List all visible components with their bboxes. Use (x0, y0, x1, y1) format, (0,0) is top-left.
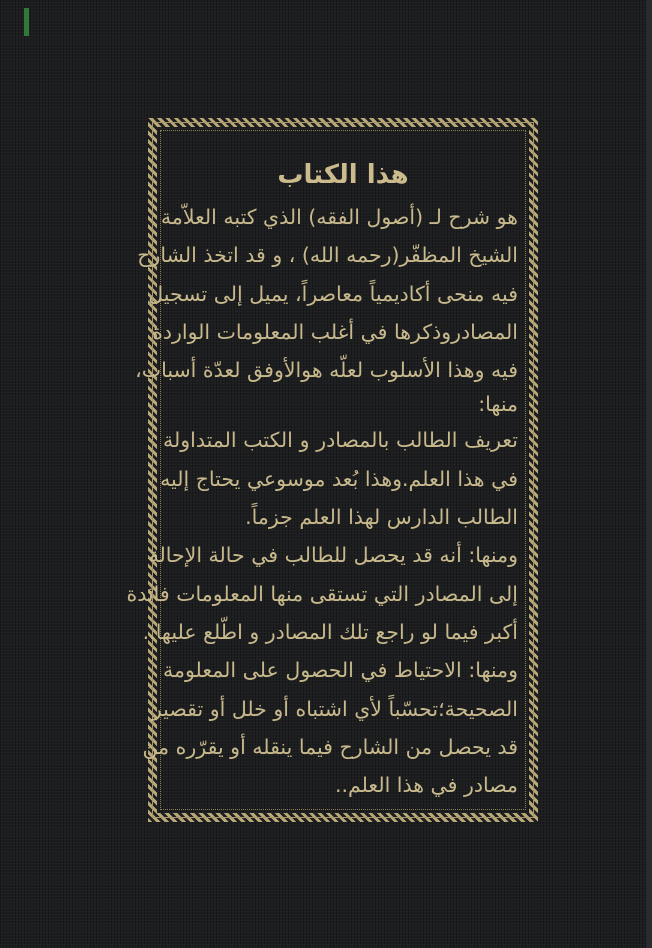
green-spine-mark (24, 8, 29, 36)
text-line: في هذا العلم.وهذا بُعد موسوعي يحتاج إليه (160, 466, 518, 491)
text-line: المصادروذكرها في أغلب المعلومات الواردة (152, 319, 518, 344)
text-line: ومنها: الاحتياط في الحصول على المعلومة (163, 658, 518, 683)
text-line: هو شرح لـ (أصول الفقه) الذي كتبه العلاّمة (160, 205, 518, 229)
text-line: الصحيحة؛تحسّباً لأي اشتباه أو خلل أو تقصير (151, 696, 518, 721)
text-line: إلى المصادر التي تستقى منها المعلومات فائدة (126, 581, 518, 606)
cover-title: هذا الكتاب (277, 160, 409, 190)
text-line: تعريف الطالب بالمصادر و الكتب المتداولة (163, 428, 518, 453)
text-line: منها: (478, 392, 518, 417)
text-line: فيه وهذا الأسلوب لعلّه هوالأوفق لعدّة أسباب، (135, 358, 518, 383)
text-line: قد يحصل من الشارح فيما ينقله أو يقرّره من (142, 734, 518, 759)
text-line: فيه منحى أكاديمياً معاصراً، يميل إلى تسجيل (148, 281, 518, 306)
text-line: الطالب الدارس لهذا العلم جزماً. (245, 505, 518, 530)
text-line: الشيخ المظفّر(رحمه الله) ، و قد اتخذ الشارح (137, 243, 518, 268)
text-line: أكبر فيما لو راجع تلك المصادر و اطّلع عليها.. (142, 619, 518, 644)
cover-body-text (126, 198, 518, 804)
text-line: مصادر في هذا العلم.. (334, 773, 518, 798)
cover-edge (646, 0, 652, 948)
text-line: ومنها: أنه قد يحصل للطالب في حالة الإحالة (148, 543, 518, 568)
